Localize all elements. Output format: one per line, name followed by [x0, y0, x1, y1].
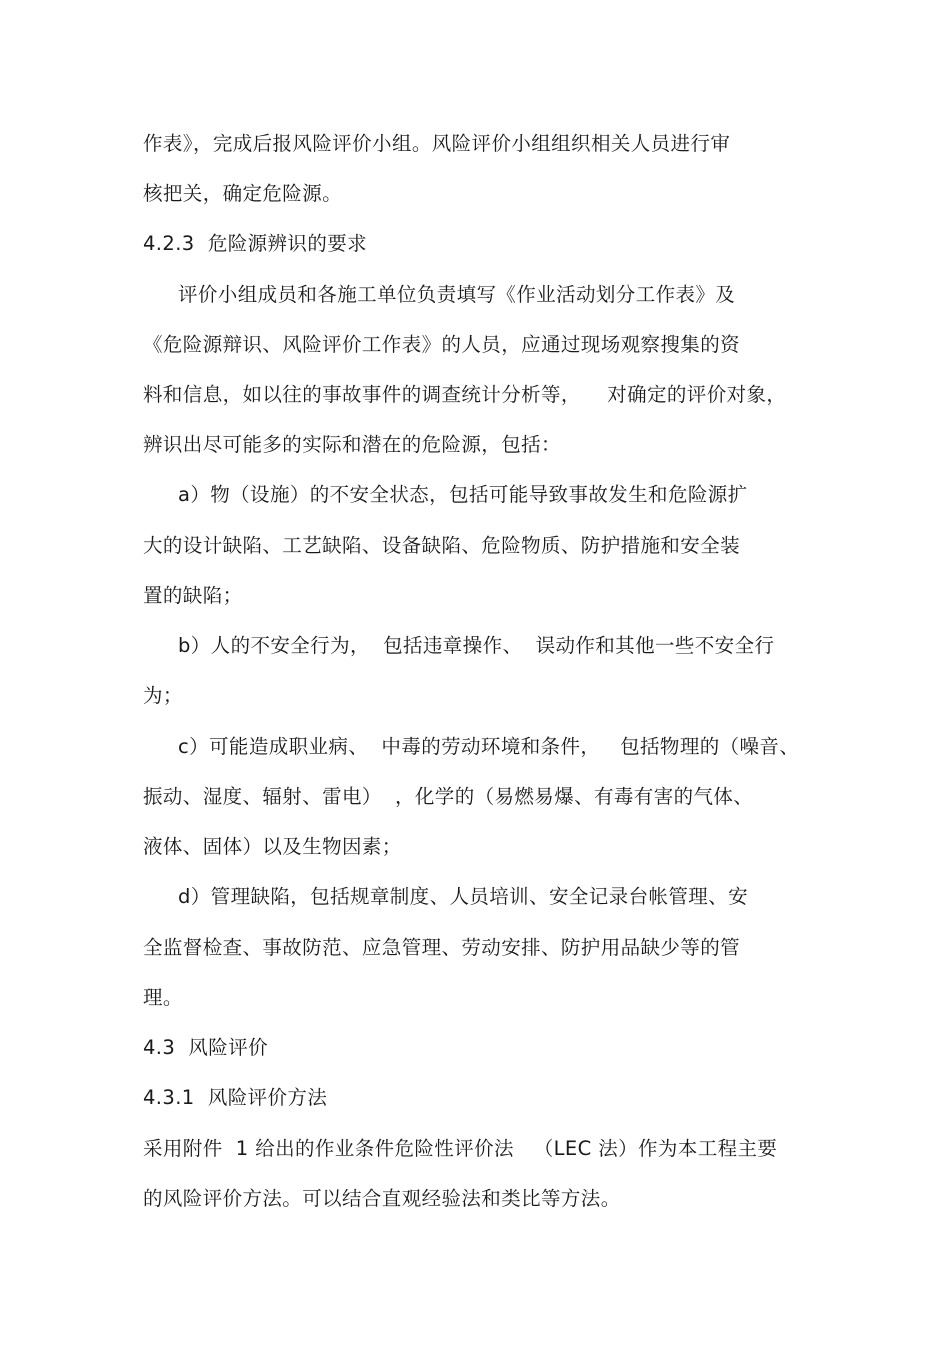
list-item-line: b）人的不安全行为， 包括违章操作、 误动作和其他一些不安全行 [178, 634, 775, 657]
paragraph-line: 评价小组成员和各施工单位负责填写《作业活动划分工作表》及 [178, 283, 736, 306]
list-item-line: c）可能造成职业病、 中毒的劳动环境和条件， 包括物理的（噪音、 [178, 735, 800, 758]
list-item-line: 全监督检查、事故防范、应急管理、劳动安排、防护用品缺少等的管 [143, 936, 741, 959]
list-item-line: 为； [143, 684, 183, 707]
section-heading: 4.2.3 危险源辨识的要求 [143, 232, 368, 255]
paragraph-line: 的风险评价方法。可以结合直观经验法和类比等方法。 [143, 1187, 621, 1210]
paragraph-line: 料和信息，如以往的事故事件的调查统计分析等， 对确定的评价对象， [143, 383, 787, 406]
paragraph-line: 《危险源辩识、风险评价工作表》的人员，应通过现场观察搜集的资 [143, 333, 741, 356]
paragraph-line: 采用附件 1 给出的作业条件危险性评价法 （LEC 法）作为本工程主要 [143, 1137, 778, 1160]
section-heading: 4.3 风险评价 [143, 1036, 269, 1059]
list-item-line: d）管理缺陷，包括规章制度、人员培训、安全记录台帐管理、安 [178, 885, 748, 908]
list-item-line: 理。 [143, 986, 183, 1009]
list-item-line: 液体、固体）以及生物因素； [143, 835, 402, 858]
paragraph-line: 辨识出尽可能多的实际和潜在的危险源，包括： [143, 433, 561, 456]
list-item-line: 置的缺陷； [143, 584, 243, 607]
section-heading: 4.3.1 风险评价方法 [143, 1086, 328, 1109]
list-item-line: 振动、湿度、辐射、雷电） ，化学的（易燃易爆、有毒有害的气体、 [143, 785, 754, 808]
list-item-line: 大的设计缺陷、工艺缺陷、设备缺陷、危险物质、防护措施和安全装 [143, 534, 741, 557]
paragraph-line: 核把关，确定危险源。 [143, 182, 343, 205]
list-item-line: a）物（设施）的不安全状态，包括可能导致事故发生和危险源扩 [178, 483, 748, 506]
paragraph-line: 作表》，完成后报风险评价小组。风险评价小组组织相关人员进行审 [143, 132, 731, 155]
